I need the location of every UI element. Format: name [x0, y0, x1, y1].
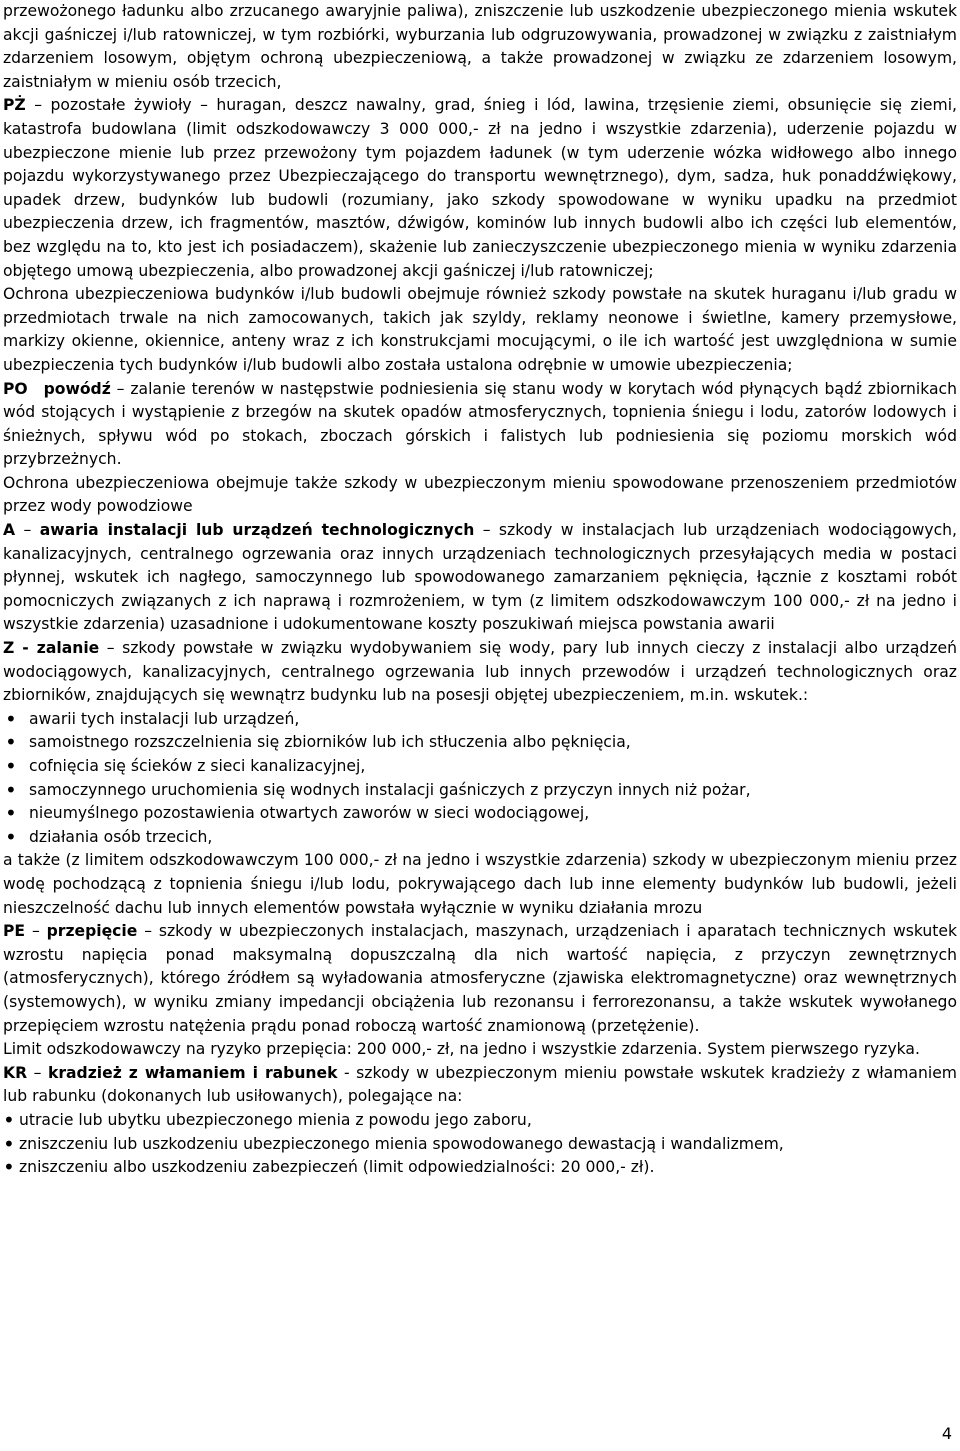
list-item: • cofnięcia się ścieków z sieci kanalizacyjnej, — [3, 755, 957, 779]
pz-code: PŻ — [3, 96, 26, 115]
pe-text: – szkody w ubezpieczonych instalacjach, maszynach, urządzeniach i aparatach technicznych wskutek wzrostu napięcia ponad maksymalną dopuszczalną dla nich wartość napięcia, z przyczyn zewnętrznych (atmosferycznych), którego źródłem są wyładowania atmosferyczne (zjawiska elektromagnetyczne) oraz wewnętrznych (systemowych), w wyniku zmiany impedancji obciążenia lub rezonansu i ferrorezonansu, a także wskutek wywołanego przepięciem wzrostu natężenia prądu ponad roboczą wartość znamionową (przetężenie). — [3, 922, 957, 1035]
pz-dash: – — [25, 96, 51, 115]
z-note-paragraph: a także (z limitem odszkodowawczym 100 000,- zł na jedno i wszystkie zdarzenia) szkody w ubezpieczonym mieniu przez wodę pochodzącą z topnienia śniegu i/lub lodu, pokrywającego dach lub inne elementy budynków lub budowli, jeżeli nieszczelność dachu lub innych elementów powstała wyłącznie w wyniku działania mrozu — [3, 851, 957, 917]
pz-note-paragraph: Ochrona ubezpieczeniowa budynków i/lub budowli obejmuje również szkody powstałe na skutek huraganu i/lub gradu w przedmiotach trwale na nich zamocowanych, takich jak szyldy, reklamy neonowe i świetlne, kamery przemysłowe, markizy okienne, okiennice, anteny wraz z ich konstrukcjami mocującymi, o ile ich wartość jest uwzględniona w sumie ubezpieczenia tych budynków i/lub budowli albo została ustalona odrębnie w umowie ubezpieczenia; — [3, 285, 957, 374]
pe-title: przepięcie — [46, 922, 138, 941]
po-code: PO — [3, 379, 28, 398]
z-code: Z - zalanie — [3, 639, 100, 658]
pz-text: – huragan, deszcz nawalny, grad, śnieg i lód, lawina, trzęsienie ziemi, obsunięcie się ziemi, katastrofa budowlana (limit odszkodowawczy 3 000 000,- zł na jedno i wszystkie zdarzenia), uderzenie pojazdu w ubezpieczone mienie lub przez przewożony tym pojazdem ładunek (w tym uderzenie wózka widłowego albo innego pojazdu wykorzystywanego przez Ubezpieczającego do transportu wewnętrznego), dym, sadza, huk ponaddźwiękowy, upadek drzew, budynków lub budowli (rozumiany, jako szkody spowodowane w wyniku upadku na przedmiot ubezpieczenia drzew, ich fragmentów, masztów, dźwigów, kominów lub innych budowli albo ich części lub elementów, bez względu na to, kto jest ich posiadaczem), skażenie lub zanieczyszczenie ubezpieczonego mienia w wyniku zdarzenia objętego umową ubezpieczenia, albo prowadzonej akcji gaśniczej i/lub ratowniczej; — [3, 96, 957, 280]
z-list — [3, 708, 957, 850]
a-title: awaria instalacji lub urządzeń technologicznych — [39, 521, 475, 540]
list-item: • zniszczeniu lub uszkodzeniu ubezpieczonego mienia spowodowanego dewastacją i wandalizmem, — [3, 1133, 957, 1157]
pe-paragraph: PE – przepięcie – szkody w ubezpieczonych instalacjach, maszynach, urządzeniach i aparatach technicznych wskutek wzrostu napięcia ponad maksymalną dopuszczalną dla nich wartość napięcia, z przyczyn zewnętrznych (atmosferycznych), którego źródłem są wyładowania atmosferyczne (zjawiska elektromagnetyczne) oraz wewnętrznych (systemowych), w wyniku zmiany impedancji obciążenia lub rezonansu i ferrorezonansu, a także wskutek wywołanego przepięciem wzrostu natężenia prądu ponad roboczą wartość znamionową (przetężenie). — [3, 922, 957, 1035]
list-item: • zniszczeniu albo uszkodzeniu zabezpieczeń (limit odpowiedzialności: 20 000,- zł). — [3, 1156, 957, 1180]
kr-text: - szkody w ubezpieczonym mieniu powstałe wskutek kradzieży z włamaniem lub rabunku (dokonanych lub usiłowanych), polegające na: — [3, 1063, 957, 1106]
a-paragraph: A – awaria instalacji lub urządzeń technologicznych – szkody w instalacjach lub urządzeniach wodociągowych, kanalizacyjnych, centralnego ogrzewania oraz innych urządzeniach technologicznych przesyłających media w postaci płynnej, wskutek ich nagłego, samoczynnego lub spowodowanego zamarzaniem pęknięcia, łącznie z kosztami robót pomocniczych związanych z ich naprawą i rozmrożeniem, w tym (z limitem odszkodowawczym 100 000,- zł na jedno i wszystkie zdarzenia) uzasadnione i udokumentowane koszty poszukiwań miejsca powstania awarii — [3, 521, 957, 634]
kr-code: KR — [3, 1063, 28, 1082]
list-item: • awarii tych instalacji lub urządzeń, — [3, 708, 957, 732]
intro-paragraph: przewożonego ładunku albo zrzucanego awaryjnie paliwa), zniszczenie lub uszkodzenie ubezpieczonego mienia wskutek akcji gaśniczej i/lub ratowniczej, w tym rozbiórki, wyburzania lub odgruzowywania, prowadzonej w związku z zaistniałym zdarzeniem losowym, objętym ochroną ubezpieczeniową, a także prowadzonej w związku ze zdarzeniem losowym, zaistniałym w mieniu osób trzecich, — [3, 2, 957, 91]
pz-paragraph — [3, 94, 957, 283]
z-paragraph — [3, 637, 957, 708]
pe-code: PE — [3, 922, 26, 941]
po-note-paragraph: Ochrona ubezpieczeniowa obejmuje także szkody w ubezpieczonym mieniu spowodowane przenoszeniem przedmiotów przez wody powodziowe — [3, 473, 957, 516]
kr-list — [3, 1109, 957, 1180]
pe-note-paragraph: Limit odszkodowawczy na ryzyko przepięcia: 200 000,- zł, na jedno i wszystkie zdarzenia. System pierwszego ryzyka. — [3, 1040, 920, 1059]
po-text: – zalanie terenów w następstwie podniesienia się stanu wody w korytach wód płynących bądź zbiornikach wód stojących i wystąpienie z brzegów na skutek opadów atmosferycznych, topnienia śniegu i lodu, zatorów lodowych i śnieżnych, spływu wód po stokach, zboczach górskich i falistych lub podniesienia się poziomu morskich wód przybrzeżnych. — [3, 379, 957, 469]
po-paragraph — [3, 378, 957, 472]
kr-title: kradzież z włamaniem i rabunek — [47, 1063, 338, 1082]
po-title: powódź — [43, 379, 111, 398]
a-text: – szkody w instalacjach lub urządzeniach wodociągowych, kanalizacyjnych, centralnego ogrzewania oraz innych urządzeniach technologicznych przesyłających media w postaci płynnej, wskutek ich nagłego, samoczynnego lub spowodowanego zamarzaniem pęknięcia, łącznie z kosztami robót pomocniczych związanych z ich naprawą i rozmrożeniem, w tym (z limitem odszkodowawczym 100 000,- zł na jedno i wszystkie zdarzenia) uzasadnione i udokumentowane koszty poszukiwań miejsca powstania awarii — [3, 521, 957, 634]
document-body — [3, 0, 957, 1180]
list-item: • utracie lub ubytku ubezpieczonego mienia z powodu jego zaboru, — [3, 1109, 957, 1133]
list-item: • samoczynnego uruchomienia się wodnych instalacji gaśniczych z przyczyn innych niż pożar, — [3, 779, 957, 803]
a-code: A — [3, 521, 16, 540]
list-item: • nieumyślnego pozostawienia otwartych zaworów w sieci wodociągowej, — [3, 802, 957, 826]
page-number: 4 — [941, 1424, 952, 1443]
pz-title: pozostałe żywioły — [50, 96, 192, 115]
kr-paragraph: KR – kradzież z włamaniem i rabunek - szkody w ubezpieczonym mieniu powstałe wskutek kradzieży z włamaniem lub rabunku (dokonanych lub usiłowanych), polegające na: — [3, 1063, 957, 1106]
z-text: – szkody powstałe w związku wydobywaniem się wody, pary lub innych cieczy z instalacji albo urządzeń wodociągowych, kanalizacyjnych, centralnego ogrzewania lub innych przewodów i urządzeń technologicznych oraz zbiorników, znajdujących się wewnątrz budynku lub na posesji objętej ubezpieczeniem, m.in. wskutek.: — [3, 639, 957, 705]
list-item: • działania osób trzecich, — [3, 826, 957, 850]
list-item: • samoistnego rozszczelnienia się zbiorników lub ich stłuczenia albo pęknięcia, — [3, 731, 957, 755]
